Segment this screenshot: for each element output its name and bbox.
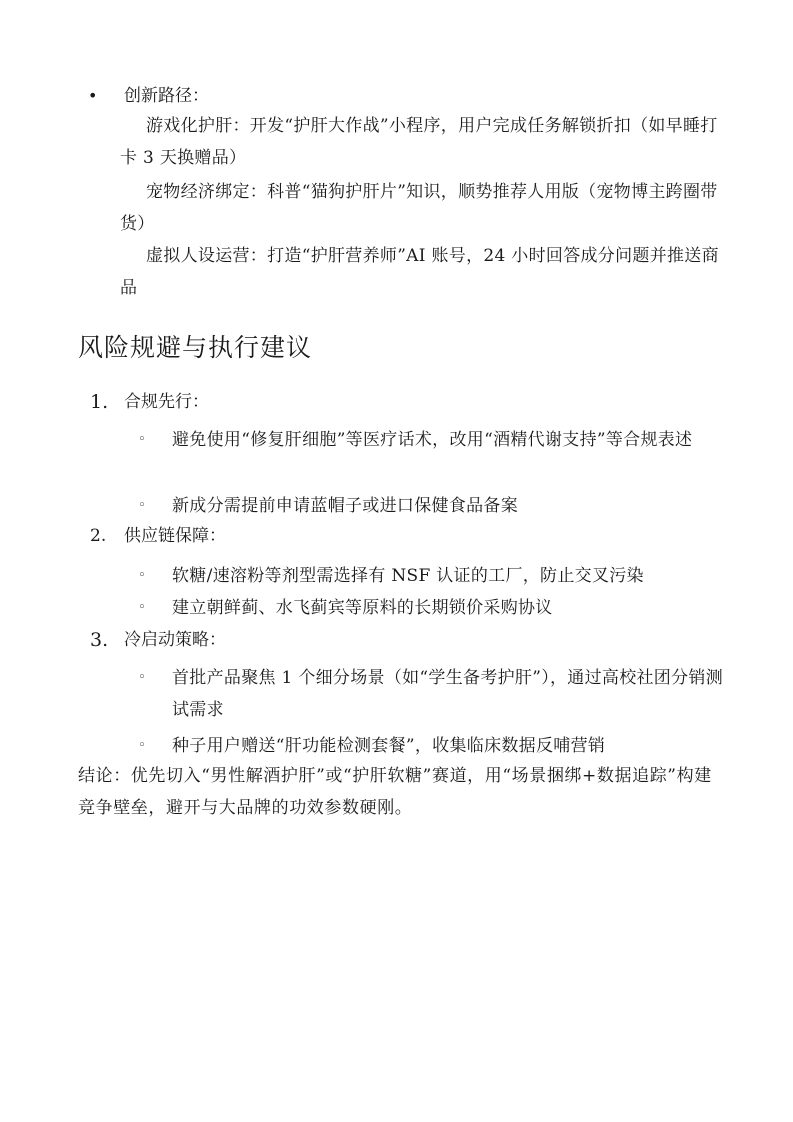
innovation-title: 创新路径： [124, 86, 209, 106]
hollow-bullet-icon: ◦ [138, 600, 146, 615]
sub-item-text: 首批产品聚焦 1 个细分场景（如“学生备考护肝”），通过高校社团分销测试需求 [172, 668, 724, 720]
list-number: 2. [90, 526, 107, 546]
innovation-paragraph-virtual-persona: 虚拟人设运营：打造“护肝营养师”AI 账号，24 小时回答成分问题并推送商品 [120, 246, 719, 298]
list-label: 冷启动策略： [124, 630, 226, 650]
list-number: 1. [90, 391, 109, 413]
section-heading: 风险规避与执行建议 [78, 333, 313, 362]
hollow-bullet-icon: ◦ [138, 432, 146, 447]
hollow-bullet-icon: ◦ [138, 568, 146, 583]
list-label: 供应链保障： [124, 526, 226, 546]
innovation-paragraph-gamification: 游戏化护肝：开发“护肝大作战”小程序，用户完成任务解锁折扣（如早睡打卡 3 天换赠品） [120, 116, 718, 168]
sub-item-text: 种子用户赠送“肝功能检测套餐”，收集临床数据反哺营销 [172, 736, 606, 756]
hollow-bullet-icon: ◦ [138, 738, 146, 753]
sub-item-text: 避免使用“修复肝细胞”等医疗话术，改用“酒精代谢支持”等合规表述 [172, 430, 693, 450]
sub-item-text: 建立朝鲜蓟、水飞蓟宾等原料的长期锁价采购协议 [172, 598, 553, 618]
sub-item-text: 新成分需提前申请蓝帽子或进口保健食品备案 [172, 496, 518, 516]
bullet-icon: • [88, 86, 98, 105]
sub-item-text: 软糖/速溶粉等剂型需选择有 NSF 认证的工厂，防止交叉污染 [172, 566, 644, 586]
hollow-bullet-icon: ◦ [138, 498, 146, 513]
conclusion-paragraph: 结论：优先切入“男性解酒护肝”或“护肝软糖”赛道，用“场景捆绑+数据追踪”构建竞争壁垒，避开与大品牌的功效参数硬刚。 [78, 766, 712, 818]
list-label: 合规先行： [124, 392, 209, 412]
hollow-bullet-icon: ◦ [138, 670, 146, 685]
innovation-paragraph-pet-economy: 宠物经济绑定：科普“猫狗护肝片”知识，顺势推荐人用版（宠物博主跨圈带货） [120, 182, 718, 234]
list-number: 3. [90, 629, 109, 651]
